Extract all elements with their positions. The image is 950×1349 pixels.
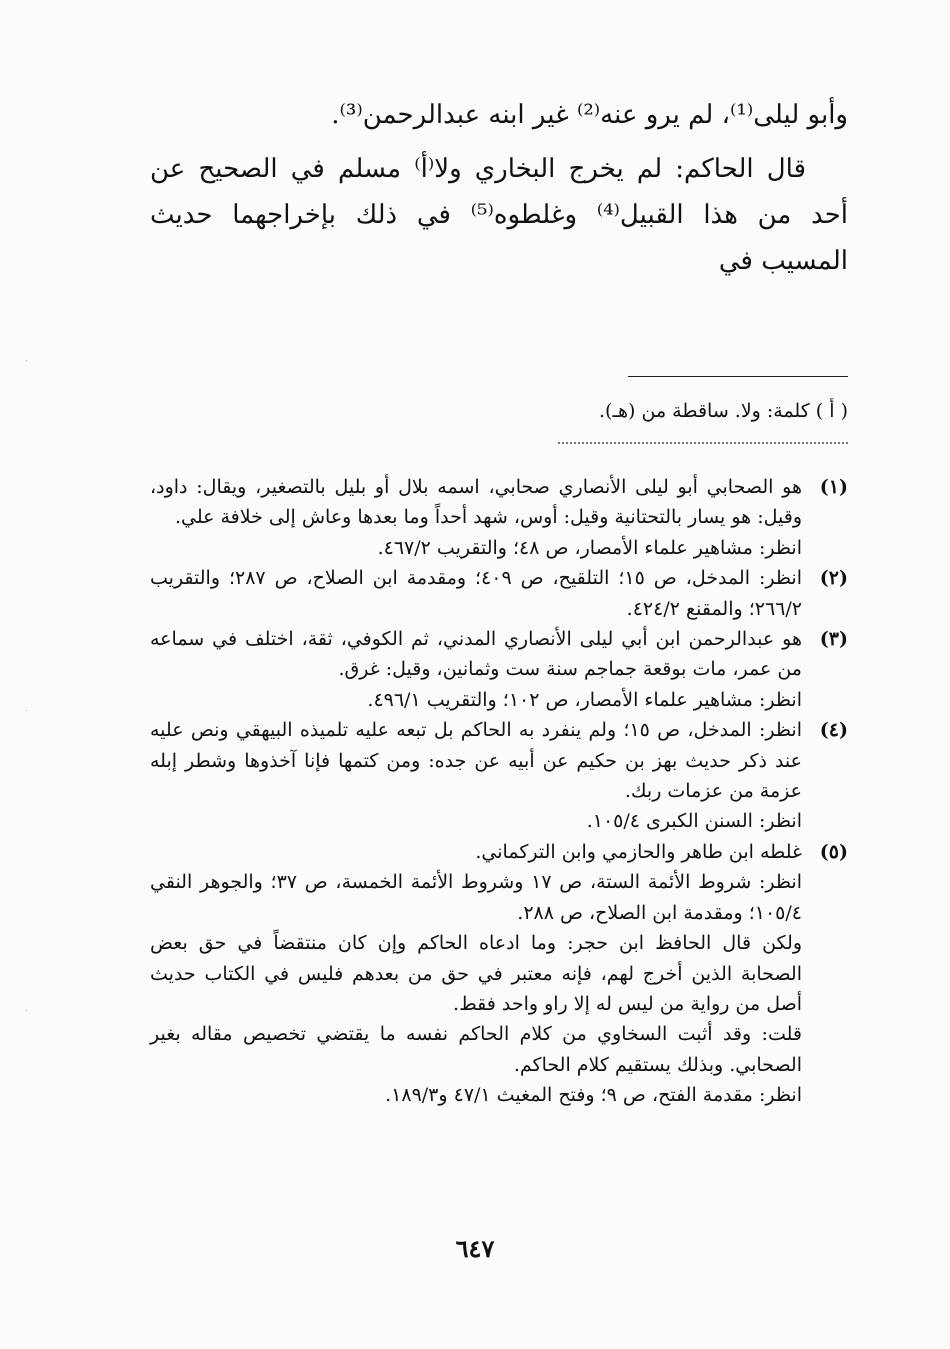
footnote-number: (٣) xyxy=(819,628,848,651)
page-content xyxy=(150,92,848,1107)
main-text xyxy=(150,92,848,284)
margin-speck xyxy=(26,360,27,361)
footnote-text: انظر: المدخل، ص ١٥؛ ولم ينفرد به الحاكم بل تبعه عليه تلميذه البيهقي ونص عليه عند ذكر حديث بهز بن حكيم عن أبيه عن جده: ومن كتمها فإنا آخذوها وشطر إبله عزمة من عزمات ربك. xyxy=(150,719,802,803)
footnote-text: انظر: المدخل، ص ١٥؛ التلقيح، ص ٤٠٩؛ ومقدمة ابن الصلاح، ص ٢٨٧؛ والتقريب ٢٦٦/٢؛ والمقنع ٤٢٤/٢. xyxy=(150,567,802,620)
main-text-paragraph: قال الحاكم: لم يخرج البخاري ولا⁽أ⁾ مسلم في الصحيح عن أحد من هذا القبيل⁽⁴⁾ وغلطوه⁽⁵⁾ في ذلك بإخراجهما حديث المسيب في xyxy=(150,154,848,276)
footnote xyxy=(150,837,848,1111)
footnote xyxy=(150,472,848,563)
page-number: ٦٤٧ xyxy=(455,1234,495,1263)
footnote xyxy=(150,563,848,624)
footnote-text: انظر: السنن الكبرى ١٠٥/٤. xyxy=(586,810,802,833)
footnote-number: (١) xyxy=(819,476,848,498)
footnote-text: انظر: شروط الأئمة الستة، ص ١٧ وشروط الأئمة الخمسة، ص ٣٧؛ والجوهر النقي ١٠٥/٤؛ ومقدمة ابن الصلاح، ص ٢٨٨. xyxy=(150,871,803,924)
footnote-text: انظر: مشاهير علماء الأمصار، ص ١٠٢؛ والتقريب ٤٩٦/١. xyxy=(367,688,802,711)
dotted-separator xyxy=(558,442,848,444)
footnote-text: هو عبدالرحمن ابن أبي ليلى الأنصاري المدني، ثم الكوفي، ثقة، اختلف في سماعه من عمر، مات بوقعة جماجم سنة ست وثمانين، وقيل: غرق. xyxy=(150,628,802,681)
footnote xyxy=(150,624,848,715)
footnotes xyxy=(150,472,848,1111)
footnote-text: ولكن قال الحافظ ابن حجر: وما ادعاه الحاكم وإن كان منتقضاً في حق بعض الصحابة الذين أخرج لهم، فإنه معتبر في حق من بعدهم فليس في الكتاب حديث أصل من رواية من ليس له إلا راو واحد فقط. xyxy=(150,932,802,1015)
footnote-text: هو الصحابي أبو ليلى الأنصاري صحابي، اسمه بلال أو بليل بالتصغير، ويقال: داود، وقيل: هو يسار بالتحتانية وقيل: أوس، شهد أحداً وما بعدها وعاش إلى خلافة علي. xyxy=(150,476,802,529)
footnote-separator xyxy=(628,376,848,377)
footnote-text: انظر: مشاهير علماء الأمصار، ص ٤٨؛ والتقريب ٤٦٧/٢. xyxy=(377,536,802,559)
footnote-number: (٥) xyxy=(819,840,848,863)
margin-speck xyxy=(26,1010,27,1011)
footnote-number: (٢) xyxy=(819,567,848,590)
footnote xyxy=(150,715,848,837)
footnote-text: انظر: مقدمة الفتح، ص ٩؛ وفتح المغيث ٤٧/١ و١٨٩/٣. xyxy=(385,1084,802,1107)
variant-note: ( أ ) كلمة: ولا. ساقطة من (هـ). xyxy=(599,400,848,422)
margin-speck xyxy=(26,710,27,711)
footnote-text: قلت: وقد أثبت السخاوي من كلام الحاكم نفسه ما يقتضي تخصيص مقاله بغير الصحابي. وبذلك يستقيم كلام الحاكم. xyxy=(150,1023,802,1076)
footnote-text: غلطه ابن طاهر والحازمي وابن التركماني. xyxy=(475,840,802,863)
footnote-number: (٤) xyxy=(819,719,848,742)
main-text-line-1: وأبو ليلى⁽¹⁾، لم يرو عنه⁽²⁾ غير ابنه عبدالرحمن⁽³⁾. xyxy=(331,100,848,130)
